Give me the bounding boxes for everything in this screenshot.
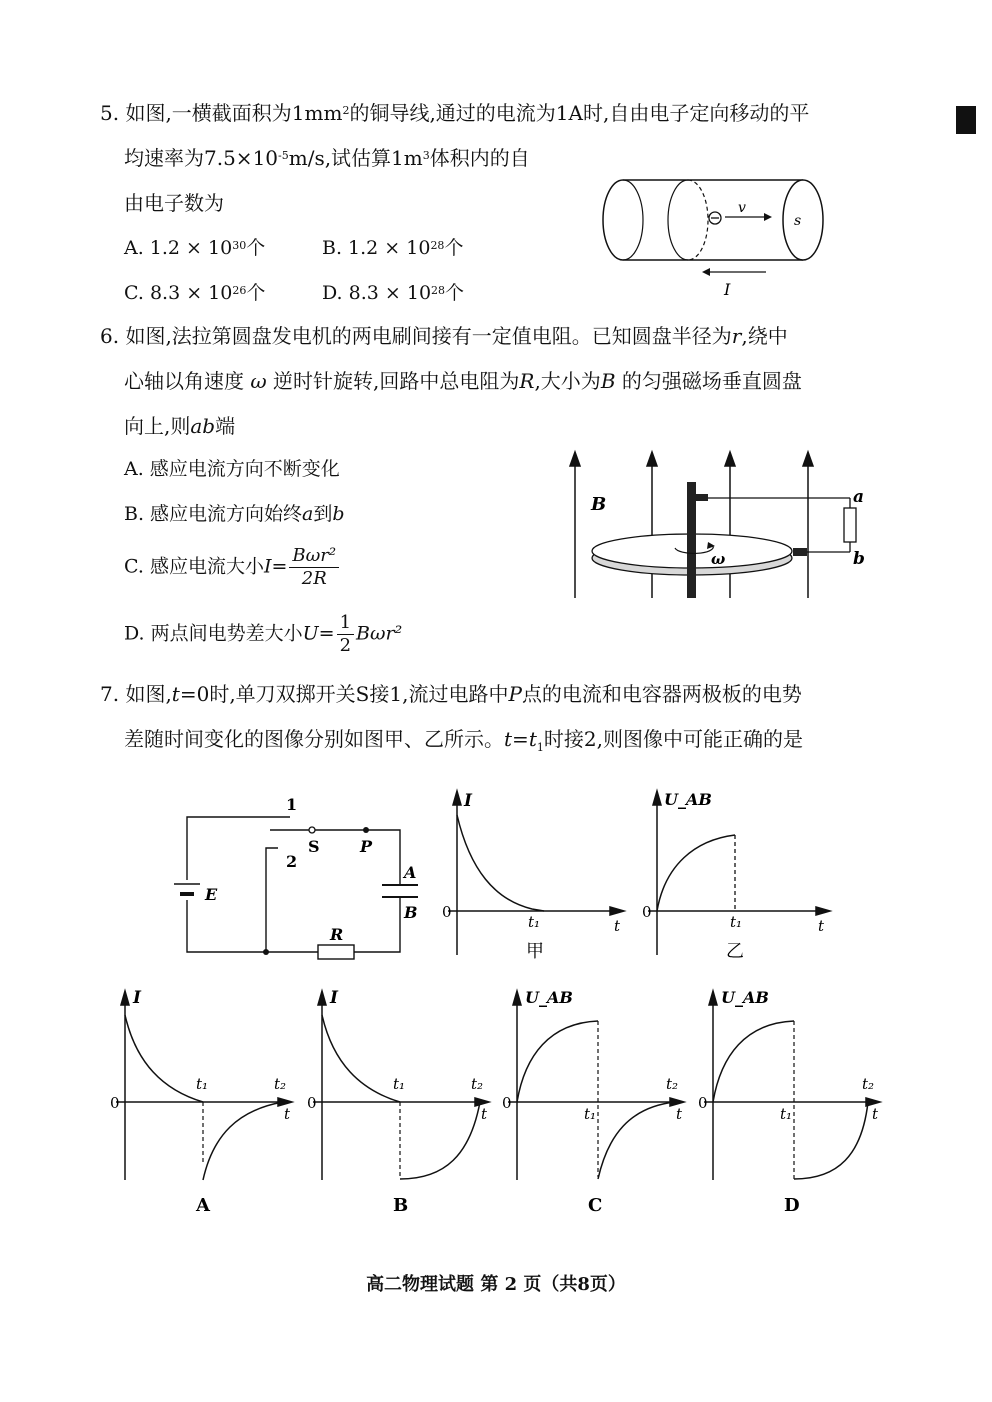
choice-c-t: t bbox=[676, 1105, 683, 1123]
q5-line1: 5. 如图,一横截面积为$1mm^2$的铜导线,通过的电流为1A时,自由电子定向移动的平 bbox=[100, 101, 810, 125]
emf-label: E bbox=[205, 885, 218, 904]
choice-b-y-label: I bbox=[330, 988, 338, 1008]
choice-d-caption: D bbox=[784, 1195, 800, 1216]
jia-caption: 甲 bbox=[526, 941, 544, 962]
choice-a-caption: A bbox=[196, 1195, 210, 1216]
scan-corner-mark bbox=[956, 106, 976, 134]
resistor-label: R bbox=[330, 925, 344, 944]
omega-label: ω bbox=[711, 550, 726, 568]
q6-option-d: D. 两点间电势差大小U= $\frac{1}{2}$ Bωr² bbox=[124, 612, 403, 656]
plate-a-label: A bbox=[404, 863, 417, 882]
q5-option-c: C. $8.3 \times 10^{26}$个 bbox=[124, 282, 266, 304]
q7-line2: 差随时间变化的图像分别如图甲、乙所示。$t=t_1$时接2,则图像中可能正确的是 bbox=[124, 727, 803, 754]
choice-b-origin: 0 bbox=[307, 1094, 317, 1112]
choice-b-t2: t₂ bbox=[471, 1075, 484, 1093]
q6-option-c: C. 感应电流大小I= $\frac{\text{Bωr²}}{2R}$ bbox=[124, 545, 341, 590]
q6-line2: 心轴以角速度 ω 逆时针旋转,回路中总电阻为R,大小为B 的匀强磁场垂直圆盘 bbox=[124, 369, 802, 393]
terminal-a-label: a bbox=[853, 487, 865, 507]
jia-origin: 0 bbox=[442, 903, 452, 921]
page-footer: 高二物理试题 第 2 页（共8页） bbox=[366, 1274, 626, 1295]
yi-caption: 乙 bbox=[726, 941, 744, 962]
choice-a-graph bbox=[108, 985, 298, 1220]
choice-d-t1: t₁ bbox=[780, 1105, 793, 1123]
choice-d-t: t bbox=[872, 1105, 879, 1123]
q7-line1: 7. 如图,t=0时,单刀双掷开关S接1,流过电路中P点的电流和电容器两极板的电势 bbox=[100, 682, 802, 706]
q6-disk-generator-figure bbox=[565, 448, 875, 608]
choice-a-origin: 0 bbox=[110, 1094, 120, 1112]
jia-t1: t₁ bbox=[528, 913, 541, 931]
choice-c-t2: t₂ bbox=[666, 1075, 679, 1093]
choice-c-y-label: U_AB bbox=[525, 988, 573, 1007]
q5-option-a: A. $1.2 \times 10^{30}$个 bbox=[124, 237, 266, 259]
q5-line3: 由电子数为 bbox=[124, 191, 224, 215]
resistor-icon bbox=[844, 508, 856, 542]
yi-t: t bbox=[818, 917, 825, 935]
current-label: I bbox=[724, 280, 731, 299]
velocity-label: v bbox=[738, 200, 746, 216]
q6-option-a: A. 感应电流方向不断变化 bbox=[124, 458, 340, 480]
graph-yi bbox=[640, 785, 840, 965]
switch-label: S bbox=[308, 837, 320, 856]
q6-line1: 6. 如图,法拉第圆盘发电机的两电刷间接有一定值电阻。已知圆盘半径为r,绕中 bbox=[100, 324, 788, 348]
plate-b-label: B bbox=[404, 903, 418, 922]
choice-c-graph bbox=[500, 985, 690, 1220]
q5-line2: 均速率为$7.5\times 10^{-5}m/s$,试估算$1m^3$体积内的自 bbox=[124, 146, 530, 170]
choice-a-t: t bbox=[284, 1105, 291, 1123]
choice-a-y-label: I bbox=[133, 988, 141, 1008]
yi-origin: 0 bbox=[642, 903, 652, 921]
choice-c-t1: t₁ bbox=[584, 1105, 597, 1123]
choice-b-t1: t₁ bbox=[393, 1075, 406, 1093]
q7-circuit-figure bbox=[160, 790, 430, 965]
terminal-1-label: 1 bbox=[286, 795, 298, 814]
choice-d-graph bbox=[696, 985, 891, 1220]
yi-y-label: U_AB bbox=[664, 790, 712, 809]
terminal-b-label: b bbox=[853, 549, 865, 569]
q6-line3: 向上,则ab端 bbox=[124, 414, 236, 438]
field-label: B bbox=[591, 494, 607, 515]
jia-y-label: I bbox=[464, 791, 472, 811]
choice-d-t2: t₂ bbox=[862, 1075, 875, 1093]
yi-t1: t₁ bbox=[730, 913, 743, 931]
choice-b-t: t bbox=[481, 1105, 488, 1123]
choice-b-caption: B bbox=[393, 1195, 409, 1216]
area-label: s bbox=[794, 213, 802, 229]
terminal-2-label: 2 bbox=[286, 852, 298, 871]
choice-d-y-label: U_AB bbox=[721, 988, 769, 1007]
q5-option-b: B. $1.2 \times 10^{28}$个 bbox=[322, 237, 464, 259]
point-p-label: P bbox=[360, 837, 373, 856]
jia-t: t bbox=[614, 917, 621, 935]
choice-c-caption: C bbox=[588, 1195, 603, 1216]
graph-jia bbox=[440, 785, 630, 965]
choice-b-graph bbox=[305, 985, 495, 1220]
choice-d-origin: 0 bbox=[698, 1094, 708, 1112]
q5-wire-figure bbox=[598, 176, 828, 306]
q6-option-b: B. 感应电流方向始终a到b bbox=[124, 503, 345, 525]
choice-a-t1: t₁ bbox=[196, 1075, 209, 1093]
q5-option-d: D. $8.3 \times 10^{28}$个 bbox=[322, 282, 465, 304]
choice-a-t2: t₂ bbox=[274, 1075, 287, 1093]
choice-c-origin: 0 bbox=[502, 1094, 512, 1112]
